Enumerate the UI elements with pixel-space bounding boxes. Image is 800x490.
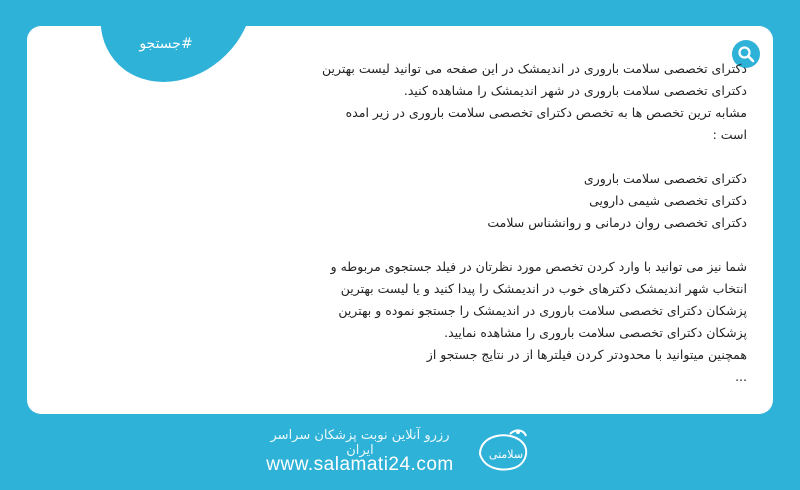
salamati-logo: [470, 424, 542, 482]
logo-text: سلامتی: [488, 448, 524, 461]
closing-paragraph-2: همچنین میتوانید با محدودتر کردن فیلترها از در نتایج جستجو از: [426, 347, 747, 362]
closing-paragraph: شما نیز می توانید با وارد کردن تخصص مورد نظرتان در فیلد جستجوی مربوطه و انتخاب شهر اندیمشک دکترهای خوب در اندیمشک را پیدا کنید و یا لیست بهترین پزشکان دکترای تخصصی سلامت باروری در اندیمشک را جستجو نموده و بهترین پزشکان دکترای تخصصی سلامت باروری را مشاهده نمایید.: [330, 259, 747, 340]
footer-url[interactable]: www.salamati24.com: [266, 454, 454, 475]
content-card: [27, 26, 773, 414]
footer-tagline: رزرو آنلاین نوبت پزشکان سراسر ایران: [270, 428, 450, 458]
search-tag-shape: [89, 26, 256, 82]
intro-paragraph: دکترای تخصصی سلامت باروری در اندیمشک در این صفحه می توانید لیست بهترین دکترای تخصصی سلامت باروری در شهر اندیمشک را مشاهده کنید.: [321, 61, 747, 98]
specialty-item[interactable]: دکترای تخصصی سلامت باروری: [583, 171, 747, 186]
specialty-item[interactable]: دکترای تخصصی روان درمانی و روانشناس سلامت: [487, 215, 747, 230]
specialty-item[interactable]: دکترای تخصصی شیمی دارویی: [589, 193, 747, 208]
search-tag[interactable]: #جستجو: [139, 36, 193, 52]
article-body: [317, 58, 747, 388]
similar-intro: مشابه ترین تخصص ها به تخصص دکترای تخصصی سلامت باروری در زیر امده است :: [345, 105, 747, 142]
ellipsis: ...: [735, 369, 747, 384]
